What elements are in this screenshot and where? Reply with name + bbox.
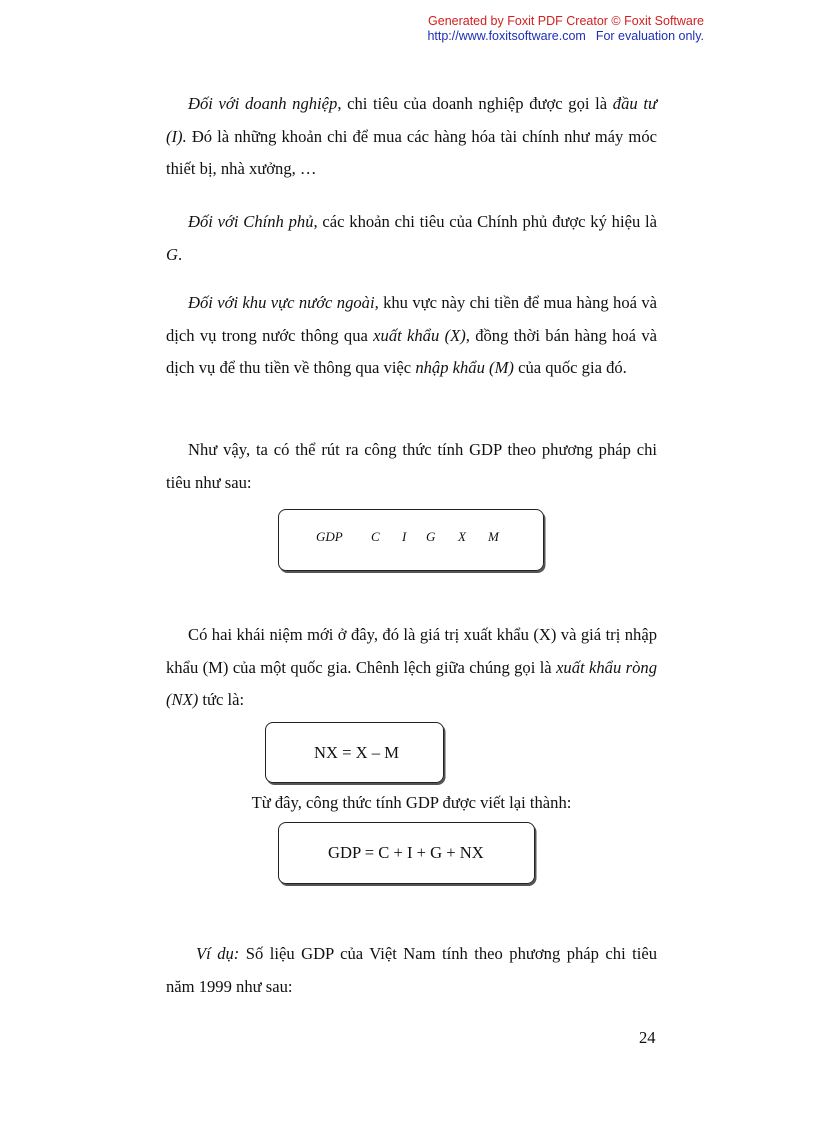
formula-symbol-g: G xyxy=(426,529,436,544)
watermark-line2 xyxy=(427,29,704,44)
paragraph-rewritten-intro xyxy=(166,787,657,819)
government-text2: . xyxy=(177,244,183,264)
export-term: xuất khẩu (X) xyxy=(373,325,466,345)
net-exports-term: xuất khẩu ròng (NX) xyxy=(166,657,657,709)
business-text1: , chi tiêu của doanh nghiệp được gọi là xyxy=(337,94,613,113)
formula-symbol-i: I xyxy=(402,529,407,544)
formula-box-net-exports xyxy=(265,722,444,783)
foreign-text2: , đồng thời bán hàng hoá và dịch vụ để thu tiền về thông qua việc xyxy=(166,325,657,377)
formula-net-exports: NX = X – M xyxy=(314,742,399,762)
foreign-text3: của quốc gia đó. xyxy=(513,358,627,377)
government-lead: Đối với Chính phủ xyxy=(188,212,314,231)
government-text1: , các khoản chi tiêu của Chính phủ được ký hiệu là xyxy=(313,212,657,231)
example-text: Số liệu GDP của Việt Nam tính theo phương pháp chi tiêu năm 1999 như sau: xyxy=(166,944,658,996)
foxit-watermark xyxy=(427,14,704,43)
import-term: nhập khẩu (M) xyxy=(415,358,514,377)
business-text2: Đó là những khoản chi để mua các hàng hóa tài chính như máy móc thiết bị, nhà xưởng, … xyxy=(166,126,657,178)
formula-box-gdp-net-exports xyxy=(278,822,535,884)
business-lead: Đối với doanh nghiệp xyxy=(188,94,338,113)
foreign-text1: khu vực này chi tiền để mua hàng hoá và dịch vụ trong nước thông qua xyxy=(166,293,657,345)
formula-intro-text: Như vậy, ta có thể rút ra công thức tính GDP theo phương pháp chi tiêu như sau: xyxy=(166,440,657,492)
paragraph-government xyxy=(166,206,657,271)
page-number: 24 xyxy=(639,1028,656,1047)
formula-gdp-expenditure xyxy=(279,510,543,570)
watermark-line1: Generated by Foxit PDF Creator © Foxit Software xyxy=(428,14,704,28)
net-exports-text2: tức là: xyxy=(198,690,245,709)
paragraph-business-investment xyxy=(166,88,657,186)
government-symbol: G xyxy=(166,244,178,264)
foreign-lead: Đối với khu vực nước ngoài, xyxy=(188,293,379,312)
net-exports-text1: Có hai khái niệm mới ở đây, đó là giá trị xuất khẩu (X) và giá trị nhập khẩu (M) của một quốc gia. Chênh lệch giữa chúng gọi là xyxy=(166,625,657,677)
paragraph-net-exports xyxy=(166,619,657,717)
formula-symbol-gdp: GDP xyxy=(316,529,343,544)
rewritten-intro-text: Từ đây, công thức tính GDP được viết lại thành: xyxy=(251,793,572,812)
watermark-note: For evaluation only. xyxy=(595,28,704,43)
paragraph-foreign-sector xyxy=(166,287,657,385)
formula-symbol-c: C xyxy=(371,529,380,544)
formula-gdp-net-exports: GDP = C + I + G + NX xyxy=(328,843,484,862)
paragraph-example xyxy=(166,938,657,1003)
formula-symbol-x: X xyxy=(458,529,466,544)
investment-term: đầu tư (I). xyxy=(166,94,657,146)
watermark-url[interactable]: http://www.foxitsoftware.com xyxy=(427,28,586,43)
formula-box-gdp-expenditure xyxy=(278,509,544,571)
formula-symbol-m: M xyxy=(488,529,499,544)
paragraph-formula-intro xyxy=(166,434,657,499)
example-lead: Ví dụ: xyxy=(196,944,240,963)
